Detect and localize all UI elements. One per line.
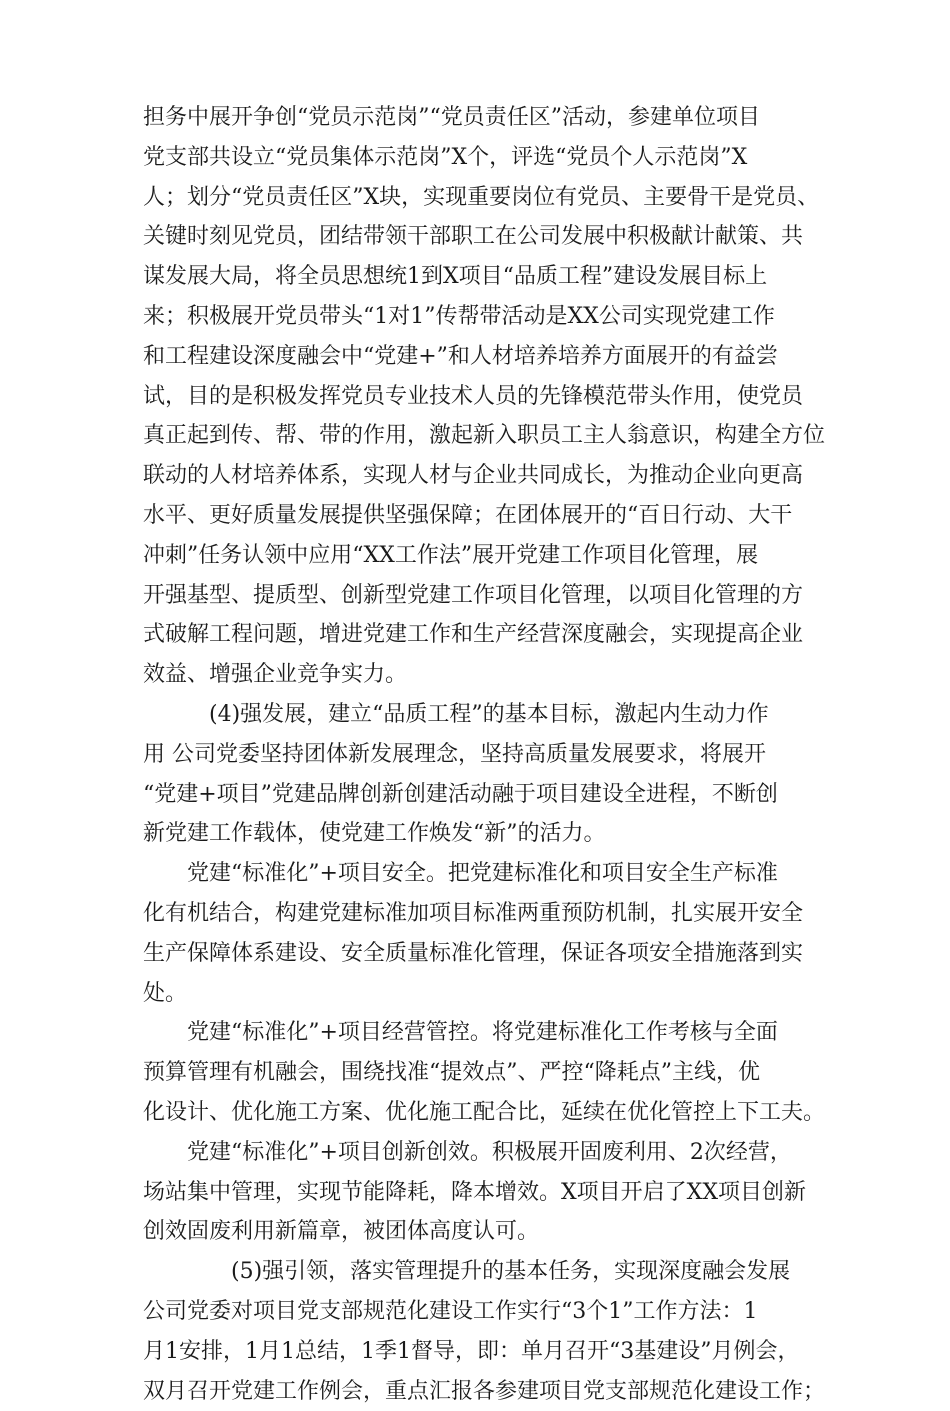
text-line: 效益、增强企业竞争实力。 [143, 655, 823, 695]
text-line: 新党建工作载体，使党建工作焕发“新”的活力。 [143, 814, 823, 854]
text-line: 水平、更好质量发展提供坚强保障；在团体展开的“百日行动、大干 [143, 496, 823, 536]
paragraph-start-line: 党建“标准化”+项目创新创效。积极展开固废利用、2次经营， [143, 1133, 823, 1173]
text-line: 关键时刻见党员，团结带领干部职工在公司发展中积极献计献策、共 [143, 217, 823, 257]
text-line: 创效固废利用新篇章，被团体高度认可。 [143, 1212, 823, 1252]
section-heading-line: (5)强引领，落实管理提升的基本任务，实现深度融会发展 [143, 1252, 823, 1292]
text-line: 用 公司党委坚持团体新发展理念，坚持高质量发展要求，将展开 [143, 735, 823, 775]
text-line: 预算管理有机融会，围绕找准“提效点”、严控“降耗点”主线，优 [143, 1053, 823, 1093]
section-heading-line: (4)强发展，建立“品质工程”的基本目标，激起内生动力作 [143, 695, 823, 735]
text-line: 开强基型、提质型、创新型党建工作项目化管理，以项目化管理的方 [143, 576, 823, 616]
text-line: 化有机结合，构建党建标准加项目标准两重预防机制，扎实展开安全 [143, 894, 823, 934]
text-line: 场站集中管理，实现节能降耗，降本增效。X项目开启了XX项目创新 [143, 1173, 823, 1213]
text-line: 式破解工程问题，增进党建工作和生产经营深度融会，实现提高企业 [143, 615, 823, 655]
text-line: 月1安排，1月1总结，1季1督导，即：单月召开“3基建设”月例会， [143, 1332, 823, 1372]
text-line: 生产保障体系建设、安全质量标准化管理，保证各项安全措施落到实 [143, 934, 823, 974]
text-line: 真正起到传、帮、带的作用，激起新入职员工主人翁意识，构建全方位 [143, 416, 823, 456]
text-line: 联动的人材培养体系，实现人材与企业共同成长，为推动企业向更高 [143, 456, 823, 496]
text-line: “党建+项目”党建品牌创新创建活动融于项目建设全进程，不断创 [143, 775, 823, 815]
text-line: 人；划分“党员责任区”X块，实现重要岗位有党员、主要骨干是党员、 [143, 178, 823, 218]
paragraph-start-line: 党建“标准化”+项目安全。把党建标准化和项目安全生产标准 [143, 854, 823, 894]
text-line: 处。 [143, 974, 823, 1014]
text-line: 冲刺”任务认领中应用“XX工作法”展开党建工作项目化管理，展 [143, 536, 823, 576]
text-line: 和工程建设深度融会中“党建+”和人材培养培养方面展开的有益尝 [143, 337, 823, 377]
text-line: 化设计、优化施工方案、优化施工配合比，延续在优化管控上下工夫。 [143, 1093, 823, 1133]
paragraph-start-line: 党建“标准化”+项目经营管控。将党建标准化工作考核与全面 [143, 1013, 823, 1053]
text-line: 党支部共设立“党员集体示范岗”X个，评选“党员个人示范岗”X [143, 138, 823, 178]
document-body [143, 98, 823, 1411]
text-line: 试，目的是积极发挥党员专业技术人员的先锋模范带头作用，使党员 [143, 377, 823, 417]
text-line: 来；积极展开党员带头“1对1”传帮带活动是XX公司实现党建工作 [143, 297, 823, 337]
text-line: 担务中展开争创“党员示范岗”“党员责任区”活动，参建单位项目 [143, 98, 823, 138]
text-line: 双月召开党建工作例会，重点汇报各参建项目党支部规范化建设工作； [143, 1372, 823, 1411]
text-line: 公司党委对项目党支部规范化建设工作实行“3个1”工作方法：1 [143, 1292, 823, 1332]
text-line: 谋发展大局，将全员思想统1到X项目“品质工程”建设发展目标上 [143, 257, 823, 297]
